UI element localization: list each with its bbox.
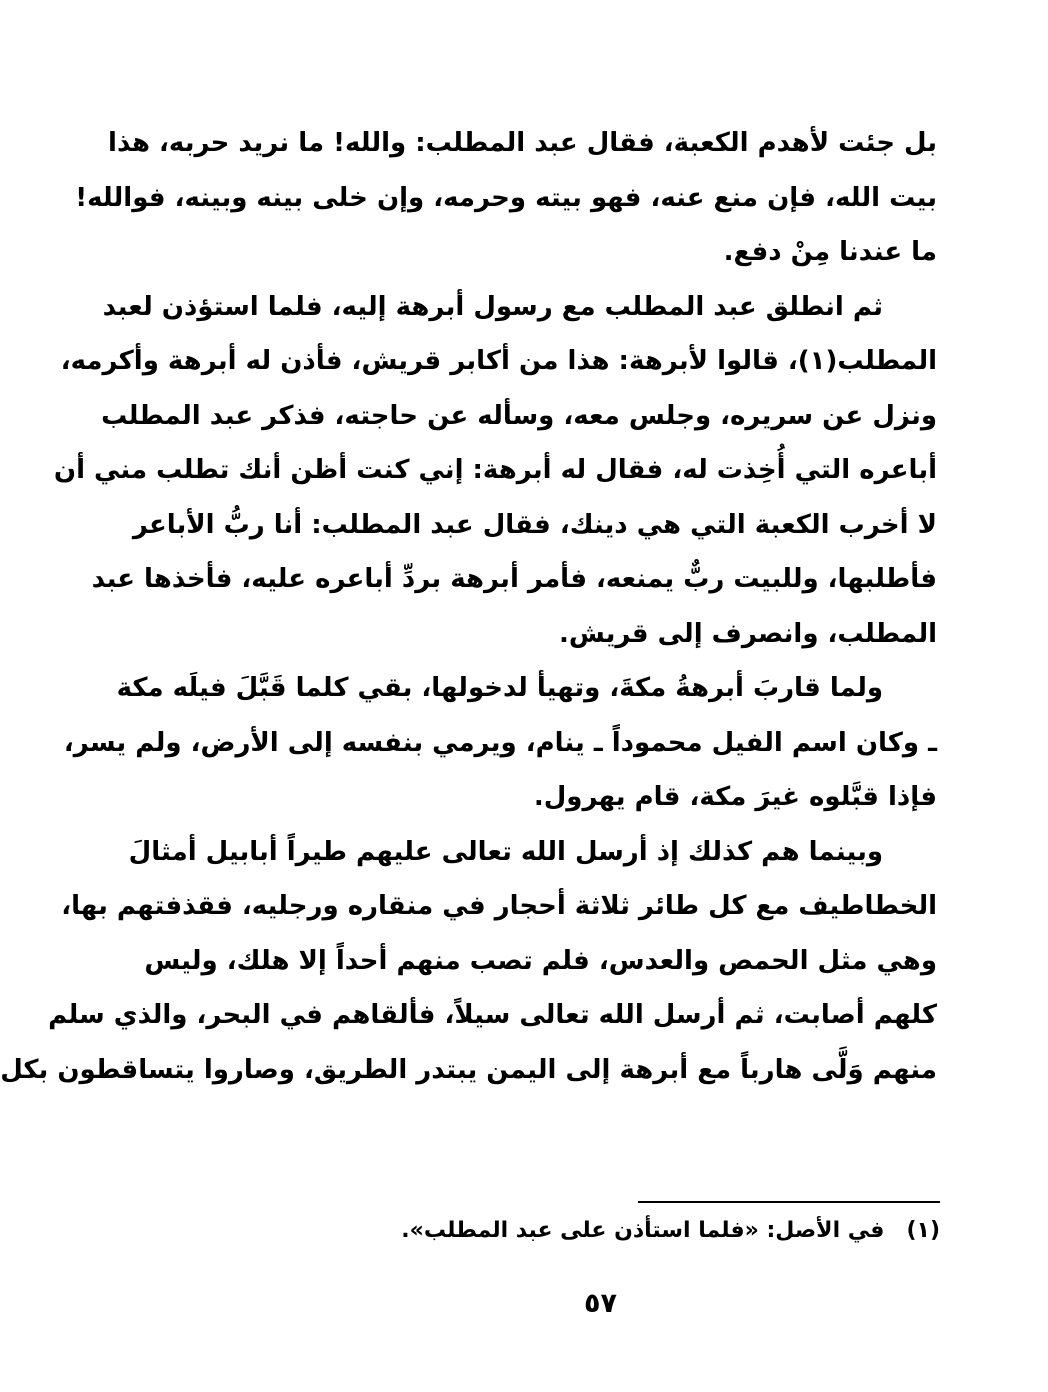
text-line: فأطلبها، وللبيت ربٌّ يمنعه، فأمر أبرهة بردِّ أباعره عليه، فأخذها عبد	[91, 564, 937, 594]
text-line: الخطاطيف مع كل طائر ثلاثة أحجار في منقاره ورجليه، فقذفتهم بها،	[61, 891, 937, 921]
text-line: وبينما هم كذلك إذ أرسل الله تعالى عليهم طيراً أبابيل أمثالَ	[128, 836, 883, 867]
text-line: لا أخرب الكعبة التي هي دينك، فقال عبد المطلب: أنا ربُّ الأباعر	[132, 509, 937, 540]
text-line: منهم وَلَّى هارباً مع أبرهة إلى اليمن يبتدر الطريق، وصاروا يتساقطون بكل	[0, 1054, 937, 1085]
text-line: فإذا قبَّلوه غيرَ مكة، قام يهرول.	[533, 782, 937, 812]
main-text	[0, 116, 937, 1097]
text-line: ثم انطلق عبد المطلب مع رسول أبرهة إليه، فلما استؤذن لعبد	[102, 291, 883, 322]
text-line: المطلب(١)، قالوا لأبرهة: هذا من أكابر قريش، فأذن له أبرهة وأكرمه،	[60, 346, 937, 376]
text-line: ما عندنا مِنْ دفع.	[723, 237, 937, 267]
text-line: كلهم أصابت، ثم أرسل الله تعالى سيلاً، فألقاهم في البحر، والذي سلم	[48, 1000, 937, 1030]
text-line: وهي مثل الحمص والعدس، فلم تصب منهم أحداً إلا هلك، وليس	[144, 945, 937, 976]
footnote-divider	[638, 1201, 940, 1203]
text-line: بل جئت لأهدم الكعبة، فقال عبد المطلب: والله! ما نريد حربه، هذا	[108, 128, 937, 158]
page-number: ٥٧	[584, 1288, 617, 1319]
text-line: المطلب، وانصرف إلى قريش.	[558, 618, 937, 649]
text-line: ـ وكان اسم الفيل محموداً ـ ينام، ويرمي بنفسه إلى الأرض، ولم يسر،	[63, 727, 937, 758]
text-line: ونزل عن سريره، وجلس معه، وسأله عن حاجته، فذكر عبد المطلب	[101, 400, 937, 431]
text-line: بيت الله، فإن منع عنه، فهو بيته وحرمه، وإن خلى بينه وبينه، فوالله!	[75, 182, 937, 213]
footnote-text: في الأصل: «فلما استأذن على عبد المطلب».	[401, 1218, 885, 1243]
footnote	[340, 1218, 940, 1243]
text-line: أباعره التي أُخِذت له، فقال له أبرهة: إني كنت أظن أنك تطلب مني أن	[53, 455, 937, 485]
text-line: ولما قاربَ أبرهةُ مكةَ، وتهيأ لدخولها، بقي كلما قَبَّلَ فيلَه مكة	[116, 673, 883, 703]
footnote-number: (١)	[906, 1218, 940, 1243]
